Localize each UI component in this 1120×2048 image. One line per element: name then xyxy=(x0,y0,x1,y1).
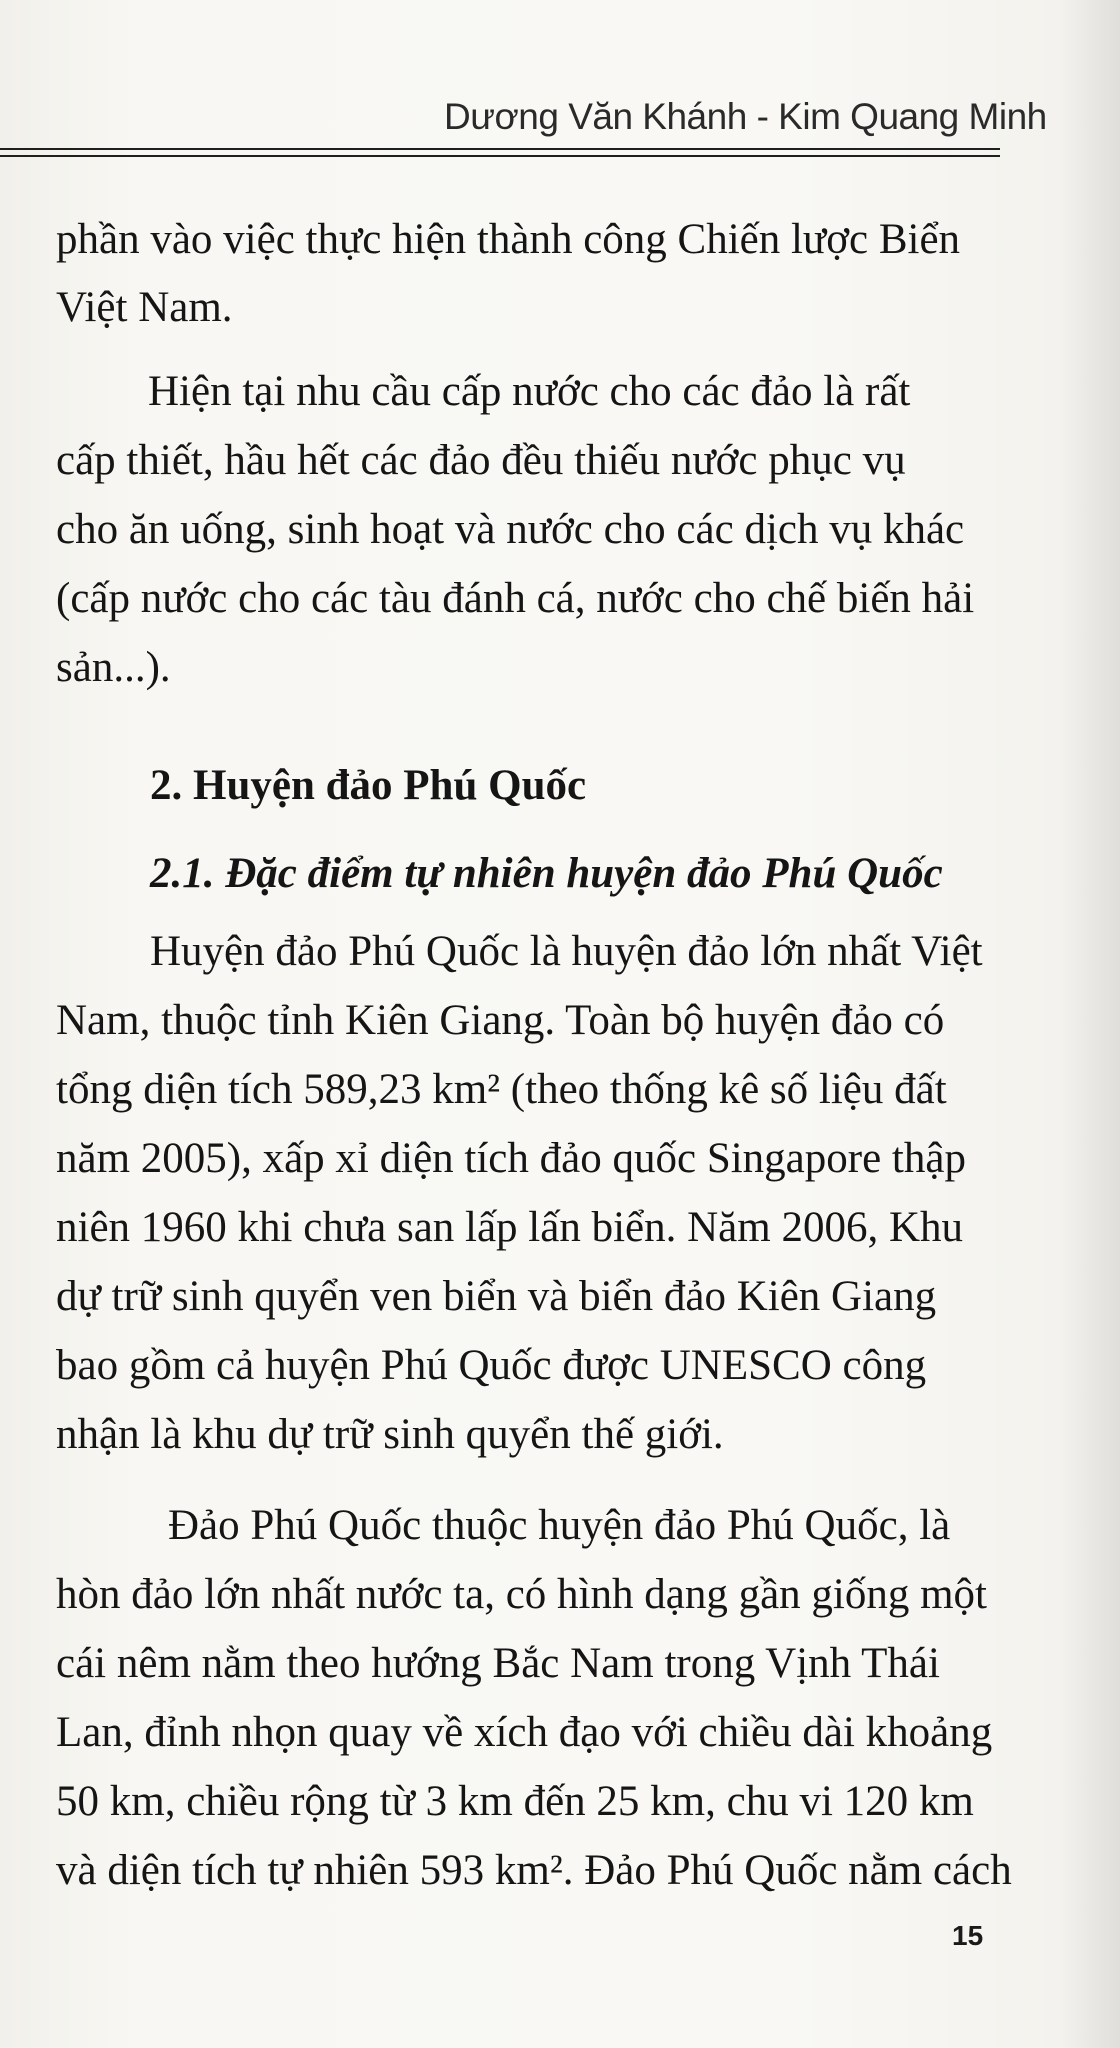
text-line: năm 2005), xấp xỉ diện tích đảo quốc Singapore thập xyxy=(56,1135,966,1182)
text-line: (cấp nước cho các tàu đánh cá, nước cho chế biến hải xyxy=(56,575,975,622)
text-line: nhận là khu dự trữ sinh quyển thế giới. xyxy=(56,1411,724,1458)
main-text xyxy=(56,0,1047,2048)
text-line: niên 1960 khi chưa san lấp lấn biển. Năm 2006, Khu xyxy=(56,1204,964,1251)
section-heading: 2. Huyện đảo Phú Quốc xyxy=(150,762,587,809)
text-line: Hiện tại nhu cầu cấp nước cho các đảo là rất xyxy=(148,368,911,415)
text-line: bao gồm cả huyện Phú Quốc được UNESCO công xyxy=(56,1342,927,1389)
text-line: Việt Nam. xyxy=(56,284,233,331)
page-edge-shadow xyxy=(1060,0,1120,2048)
text-line: tổng diện tích 589,23 km² (theo thống kê số liệu đất xyxy=(56,1066,947,1113)
text-line: 50 km, chiều rộng từ 3 km đến 25 km, chu vi 120 km xyxy=(56,1778,974,1825)
text-line: dự trữ sinh quyển ven biển và biển đảo Kiên Giang xyxy=(56,1273,937,1320)
text-line: Huyện đảo Phú Quốc là huyện đảo lớn nhất Việt xyxy=(150,928,983,975)
text-line: sản...). xyxy=(56,644,171,691)
text-line: và diện tích tự nhiên 593 km². Đảo Phú Quốc nằm cách xyxy=(56,1847,1012,1894)
text-line: phần vào việc thực hiện thành công Chiến lược Biển xyxy=(56,216,961,263)
text-line: Nam, thuộc tỉnh Kiên Giang. Toàn bộ huyện đảo có xyxy=(56,997,945,1044)
subsection-heading: 2.1. Đặc điểm tự nhiên huyện đảo Phú Quốc xyxy=(150,850,943,897)
text-line: cấp thiết, hầu hết các đảo đều thiếu nước phục vụ xyxy=(56,437,906,484)
text-line: cái nêm nằm theo hướng Bắc Nam trong Vịnh Thái xyxy=(56,1640,940,1687)
text-line: Lan, đỉnh nhọn quay về xích đạo với chiều dài khoảng xyxy=(56,1709,993,1756)
text-line: Đảo Phú Quốc thuộc huyện đảo Phú Quốc, là xyxy=(168,1502,951,1549)
text-line: hòn đảo lớn nhất nước ta, có hình dạng gần giống một xyxy=(56,1571,988,1618)
text-line: cho ăn uống, sinh hoạt và nước cho các dịch vụ khác xyxy=(56,506,965,553)
page-number: 15 xyxy=(952,1920,984,1951)
running-head: Dương Văn Khánh - Kim Quang Minh xyxy=(444,96,1047,137)
